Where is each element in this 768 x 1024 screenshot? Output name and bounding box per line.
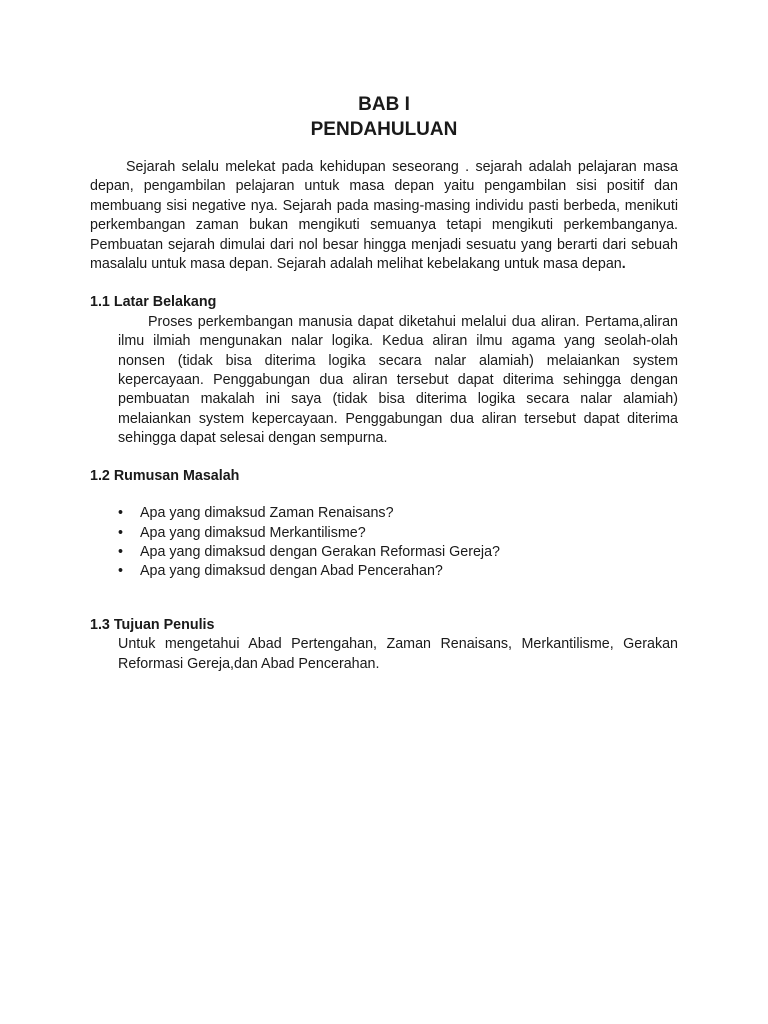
section-tujuan-penulis	[90, 616, 678, 674]
section-latar-belakang	[90, 293, 678, 448]
section-rumusan-masalah	[90, 467, 678, 582]
chapter-number: BAB I	[358, 94, 410, 115]
section-heading: 1.2 Rumusan Masalah	[90, 467, 240, 484]
section-heading: 1.1 Latar Belakang	[90, 294, 217, 311]
bullet-icon: •	[118, 563, 124, 580]
intro-end-mark: .	[621, 256, 626, 273]
chapter-title	[90, 0, 678, 142]
list-item-text: Apa yang dimaksud Zaman Renaisans?	[140, 505, 394, 522]
section-body: Untuk mengetahui Abad Pertengahan, Zaman Renaisans, Merkantilisme, Gerakan Reformasi Gereja,dan Abad Pencerahan.	[118, 636, 678, 672]
intro-paragraph	[90, 158, 678, 274]
list-item	[118, 524, 678, 543]
list-item	[118, 504, 678, 523]
intro-text: Sejarah selalu melekat pada kehidupan seseorang . sejarah adalah pelajaran masa depan, pengambilan pelajaran untuk masa depan yaitu pengambilan sisi positif dan membuang sisi negative nya. Sejarah pada masing-masing individu pasti berbeda, menikuti perkembangan zaman bukan mengikuti semuanya tetapi mengikuti perkembanganya. Pembuatan sejarah dimulai dari nol besar hingga menjadi sesuatu yang berarti dari sebuah masalalu untuk masa depan. Sejarah adalah melihat kebelakang untuk masa depan	[90, 159, 678, 273]
question-list	[90, 504, 678, 582]
section-heading: 1.3 Tujuan Penulis	[90, 616, 215, 633]
section-body: Proses perkembangan manusia dapat diketahui melalui dua aliran. Pertama,aliran ilmu ilmiah mengunakan nalar logika. Kedua aliran ilmu agama yang seolah-olah nonsen (tidak bisa diterima logika secara nalar alamiah) melaiankan system kepercayaan. Penggabungan dua aliran tersebut dapat diterima sehingga dengan pembuatan makalah ini saya (tidak bisa diterima logika secara nalar alamiah) melaiankan system kepercayaan. Penggabungan dua aliran tersebut dapat diterima sehingga dapat selesai dengan sempurna.	[118, 313, 678, 447]
bullet-icon: •	[118, 543, 124, 560]
list-item-text: Apa yang dimaksud Merkantilisme?	[140, 524, 366, 541]
list-item-text: Apa yang dimaksud dengan Abad Pencerahan?	[140, 563, 443, 580]
list-item	[118, 543, 678, 562]
list-item-text: Apa yang dimaksud dengan Gerakan Reformasi Gereja?	[140, 543, 501, 560]
list-item	[118, 562, 678, 581]
bullet-icon: •	[118, 524, 124, 541]
chapter-heading: PENDAHULUAN	[310, 119, 458, 140]
bullet-icon: •	[118, 505, 124, 522]
